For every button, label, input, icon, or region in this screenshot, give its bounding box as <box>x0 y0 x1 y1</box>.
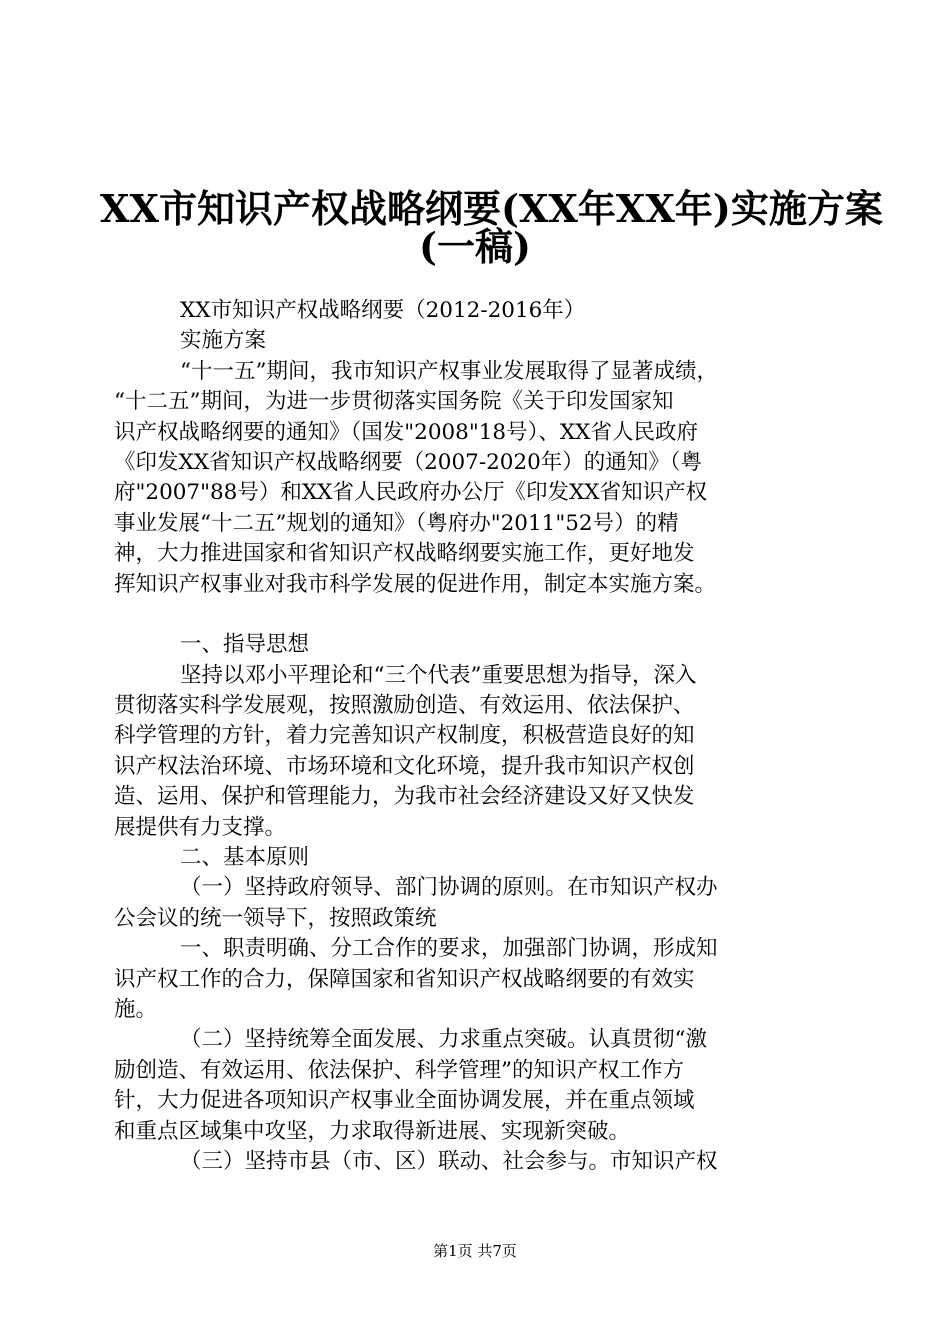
body-line: （一）坚持政府领导、部门协调的原则。在市知识产权办 <box>180 875 718 901</box>
body-line: （三）坚持市县（市、区）联动、社会参与。市知识产权 <box>180 1148 718 1174</box>
body-line: 一、指导思想 <box>180 632 310 658</box>
body-line: 《印发XX省知识产权战略纲要（2007-2020年）的通知》（粤 <box>114 449 703 475</box>
page-footer: 第1页 共7页 <box>433 1242 517 1260</box>
body-line: 针，大力促进各项知识产权事业全面协调发展，并在重点领域 <box>114 1088 695 1114</box>
body-line: 科学管理的方针，着力完善知识产权制度，积极营造良好的知 <box>114 723 695 749</box>
body-line: 展提供有力支撑。 <box>114 814 287 840</box>
body-line: 识产权工作的合力，保障国家和省知识产权战略纲要的有效实 <box>114 966 695 992</box>
body-line: 神，大力推进国家和省知识产权战略纲要实施工作，更好地发 <box>114 541 695 567</box>
body-line: 事业发展“十二五”规划的通知》（粤府办"2011"52号）的精 <box>114 510 679 536</box>
body-line: 励创造、有效运用、依法保护、科学管理”的知识产权工作方 <box>114 1057 684 1083</box>
body-line: 二、基本原则 <box>180 845 310 871</box>
body-line: 挥知识产权事业对我市科学发展的促进作用，制定本实施方案。 <box>114 571 717 597</box>
body-line: 坚持以邓小平理论和“三个代表”重要思想为指导，深入 <box>180 662 697 688</box>
body-line: 造、运用、保护和管理能力，为我市社会经济建设又好又快发 <box>114 784 695 810</box>
body-line: 施。 <box>114 996 158 1022</box>
body-line: XX市知识产权战略纲要（2012-2016年） <box>180 298 586 323</box>
body-line: （二）坚持统筹全面发展、力求重点突破。认真贯彻“激 <box>180 1027 707 1053</box>
body-line: 公会议的统一领导下，按照政策统 <box>114 905 437 931</box>
body-line: 识产权战略纲要的通知》（国发"2008"18号）、XX省人民政府 <box>114 419 698 445</box>
body-line: 实施方案 <box>180 328 267 354</box>
document-title-continued: (一稿) <box>419 224 531 269</box>
document-body <box>114 296 844 1177</box>
blank-line <box>114 600 844 630</box>
body-line: 贯彻落实科学发展观，按照激励创造、有效运用、依法保护、 <box>114 693 695 719</box>
body-line: “十一五”期间，我市知识产权事业发展取得了显著成绩， <box>180 358 718 384</box>
body-line: 一、职责明确、分工合作的要求，加强部门协调，形成知 <box>180 936 718 962</box>
body-line: 识产权法治环境、市场环境和文化环境，提升我市知识产权创 <box>114 753 695 779</box>
body-line: 府"2007"88号）和XX省人民政府办公厅《印发XX省知识产权 <box>114 480 708 506</box>
body-line: 和重点区域集中攻坚，力求取得新进展、实现新突破。 <box>114 1118 631 1144</box>
body-line: “十二五”期间，为进一步贯彻落实国务院《关于印发国家知 <box>114 389 674 415</box>
document-title: XX市知识产权战略纲要(XX年XX年)实施方案 <box>100 186 883 231</box>
